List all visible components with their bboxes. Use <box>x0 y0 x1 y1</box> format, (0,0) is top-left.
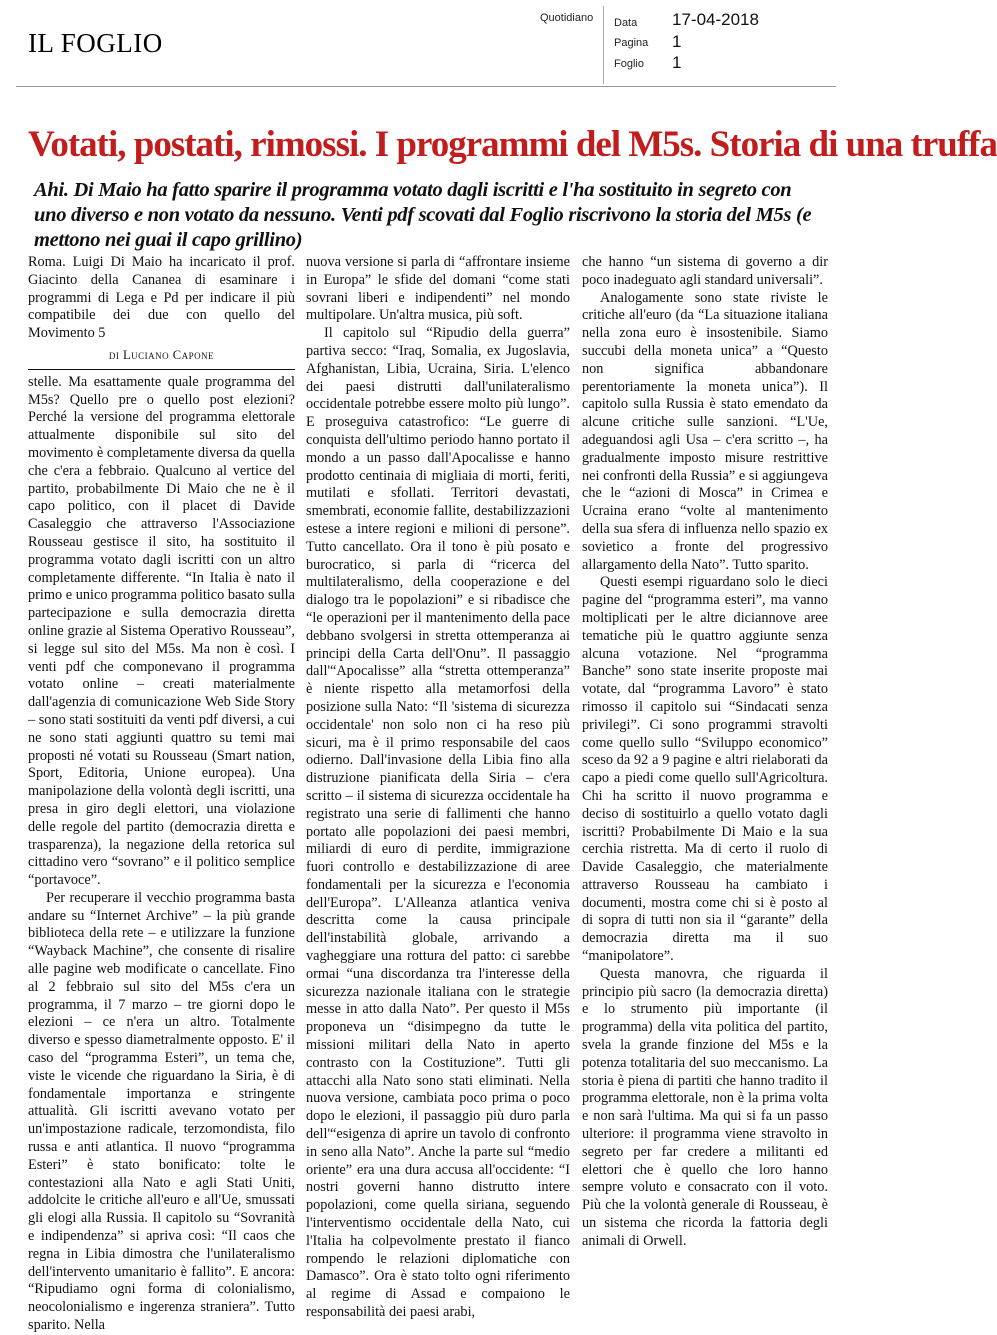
paragraph: Analogamente sono state riviste le critiche all'euro (da “La situazione italiana nella zona euro è insostenibile. Siamo succubi della moneta unica” a “Questo non significa abbandonare perentoriamente la moneta unica”). Il capitolo sulla Russia è stato emendato da alcune critiche sulle sanzioni. “L'Ue, adeguandosi agli Usa – c'era scritto –, ha gradualmente imposto misure restrittive nei confronti della Russia” e si aggiungeva che le “azioni di Mosca” in Crimea e Ucraina erano “volte al mantenimento della sua sfera di influenza nello spazio ex sovietico a fronte del progressivo allargamento della Nato”. Tutto sparito. <box>582 289 828 573</box>
sheet-value: 1 <box>672 53 682 72</box>
page-label: Pagina <box>614 37 649 49</box>
paragraph: che hanno “un sistema di governo a dir poco inadeguato agli standard universali”. <box>582 254 828 288</box>
header-rule <box>16 86 836 87</box>
article-headline: Votati, postati, rimossi. I programmi del M5s. Storia di una truffa <box>28 124 997 165</box>
article-subhead: Ahi. Di Maio ha fatto sparire il programma votato dagli iscritti e l'ha sostituito in segreto con uno diverso e non votato da nessuno. Venti pdf scovati dal Foglio riscrivono la storia del M5s (e mettono nei guai il capo grillino) <box>34 179 812 251</box>
publication-type: Quotidiano <box>540 12 594 24</box>
byline-rule <box>28 369 295 370</box>
paragraph: Per recuperare il vecchio programma basta andare su “Internet Archive” – la più grande biblioteca della rete – e utilizzare la funzione “Wayback Machine”, che consente di risalire alle pagine web modificate o cancellate. Fino al 2 febbraio sul sito del M5s c'era un programma, il 7 marzo – tre giorni dopo le elezioni – ce n'era un altro. Totalmente diverso e spesso diametralmente opposto. E' il caso del “programma Esteri”, un tema che, viste le vicende che riguardano la Siria, è di fondamentale importanza e stringente attualità. Gli iscritti avevano votato per un'impostazione radicale, terzomondista, filo russa e anti atlantica. Il nuovo “programma Esteri” è stato bonificato: tolte le contestazioni alla Nato e agli Stati Uniti, addolcite le critiche all'euro e all'Ue, smussati gli elogi alla Russia. Il capitolo su “Sovranità e indipendenza” si apriva così: “Il caos che regna in Libia dimostra che l'unilateralismo dell'intervento umanitario è fallito”. E ancora: “Ripudiamo ogni forma di colonialismo, neocolonialismo e ingerenza straniera”. Tutto sparito. Nella <box>28 889 295 1334</box>
date-value: 17-04-2018 <box>672 10 759 29</box>
column-1 <box>28 254 295 1335</box>
column-2 <box>306 254 570 1322</box>
paragraph: stelle. Ma esattamente quale programma del M5s? Quello pre o quello post elezioni? Perché la versione del programma elettorale attualmente disponibile sul sito del movimento è completamente diversa da quella che c'era a febbraio. Qualcuno al vertice del partito, probabilmente Di Maio che ne è il capo politico, con il placet di Davide Casaleggio che attraverso l'Associazione Rousseau gestisce il sito, ha sostituito il programma votato dagli iscritti con un altro completamente differente. “In Italia è nato il primo e unico programma politico basato sulla partecipazione e sulla democrazia diretta online grazie al Sistema Operativo Rousseau”, si legge sul sito del M5s. Ma non è così. I venti pdf che componevano il programma votato online – creati materialmente dall'agenzia di comunicazione Web Side Story – sono stati sostituiti da venti pdf diversi, a cui ne sono stati aggiunti quattro su temi mai proposti né votati su Rousseau (Smart nation, Sport, Editoria, Unione europea). Una manipolazione della volontà degli iscritti, una presa in giro degli elettori, una violazione delle regole del partito (democrazia diretta e trasparenza), la negazione della retorica sul cittadino vero “sovrano” e il politico semplice “portavoce”. <box>28 373 295 889</box>
paragraph: Questi esempi riguardano solo le dieci pagine del “programma esteri”, ma vanno moltiplicati per le altre diciannove aree tematiche più le quattro aggiunte senza alcuna votazione. Nel “programma Banche” sono state inserite proposte mai votate, dal “programma Lavoro” è stato rimosso il capitolo sui “Sindacati senza privilegi”. Ci sono programmi stravolti come quello sullo “Sviluppo economico” sceso da 92 a 9 pagine e altri rielaborati da capo a piedi come quello sull'Agricoltura. Chi ha scritto il nuovo programma e deciso di sostituirlo a quello votato dagli iscritti? Probabilmente Di Maio e la sua cerchia ristretta. Ma di certo il ruolo di Davide Casaleggio, che materialmente attraverso Rousseau ha cambiato i documenti, mostra come chi si è posto al di sopra di tutti non sia il “garante” della democrazia diretta ma il suo “manipolatore”. <box>582 574 828 965</box>
column-3 <box>582 254 828 1251</box>
newspaper-masthead: IL FOGLIO <box>28 28 163 58</box>
paragraph: nuova versione si parla di “affrontare insieme in Europa” le sfide del domani “come stati sovrani liberi e indipendenti” nel mondo multipolare. Un'altra musica, più soft. <box>306 254 570 324</box>
date-label: Data <box>614 17 638 29</box>
article-lead: Roma. Luigi Di Maio ha incaricato il prof. Giacinto della Cananea di esaminare i programmi di Lega e Pd per indicare il più compatibile dei due con quello del Movimento 5 <box>28 254 295 342</box>
paragraph: Il capitolo sul “Ripudio della guerra” partiva secco: “Iraq, Somalia, ex Jugoslavia, Afghanistan, Libia, Ucraina, Siria. L'elenco dei paesi distrutti dall'unilateralismo occidentale potrebbe essere molto più lungo”. E proseguiva catastrofico: “Le guerre di conquista dell'ultimo periodo hanno portato il mondo a un passo dall'Apocalisse e hanno prodotto centinaia di migliaia di morti, feriti, mutilati e sfollati. Territori devastati, smembrati, economie fallite, destabilizzazioni estese a intere regioni e milioni di persone”. Tutto cancellato. Ora il tono è più posato e burocratico, si parla di “ricerca del multilateralismo, della cooperazione e del dialogo tra le popolazioni” e si ribadisce che “le operazioni per il mantenimento della pace debbano svolgersi in stretta ottemperanza ai principi della Carta dell'Onu”. Il passaggio dall'“Apocalisse” alla “stretta ottemperanza” è niente rispetto alla metamorfosi della posizione sulla Nato: “Il 'sistema di sicurezza occidentale' non solo non ci ha reso più sicuri, ma è il primo responsabile del caos odierno. Dall'invasione della Libia fino alla distruzione pianificata della Siria – c'era scritto – il sistema di sicurezza occidentale ha registrato una serie di fallimenti che hanno portato alle popolazioni dei paesi membri, miliardi di euro di perdite, immigrazione fuori controllo e destabilizzazione di aree fondamentali per la sicurezza e l'economia dell'Europa”. L'Alleanza atlantica veniva descritta come la causa principale dell'instabilità globale, arrivando a vagheggiare una rottura del patto: ci sarebbe ormai “una discordanza tra l'interesse della sicurezza nazionale italiana con le strategie messe in atto dalla Nato”. Per questo il M5s proponeva un “disimpegno da tutte le missioni militari della Nato in aperto contrasto con la Costituzione”. Tutti gli attacchi alla Nato sono stati eliminati. Nella nuova versione, cambiata poco prima o poco dopo le elezioni, il passaggio più duro parla dell'“esigenza di aprire un tavolo di confronto in seno alla Nato”. Anche la parte sul “medio oriente” era una dura accusa all'occidente: “I nostri governi hanno distrutto intere popolazioni, come quella siriana, seguendo l'interventismo occidentale della Nato, cui l'Italia ha colpevolmente prestato il fianco rompendo le relazioni diplomatiche con Damasco”. Ora è stato tolto ogni riferimento al regime di Assad e compaiono le responsabilità dei paesi arabi, <box>306 325 570 1321</box>
clipping-header <box>0 0 841 96</box>
paragraph: Questa manovra, che riguarda il principio più sacro (la democrazia diretta) e lo strumento più importante (il programma) della vita politica del partito, svela la grande finzione del M5s e la potenza totalitaria del suo meccanismo. La storia è piena di partiti che hanno tradito il programma elettorale, non è la prima volta e non sarà l'ultima. Ma qui si fa un passo ulteriore: il programma viene stravolto in segreto per far credere a militanti ed elettori che è quello che loro hanno sempre voluto e consacrato con il voto. Più che la volontà generale di Rousseau, è un sistema che ricorda la fattoria degli animali di Orwell. <box>582 965 828 1249</box>
page-value: 1 <box>672 32 682 51</box>
sheet-label: Foglio <box>614 58 644 70</box>
byline: di Luciano Capone <box>108 347 215 362</box>
header-divider <box>603 6 604 84</box>
